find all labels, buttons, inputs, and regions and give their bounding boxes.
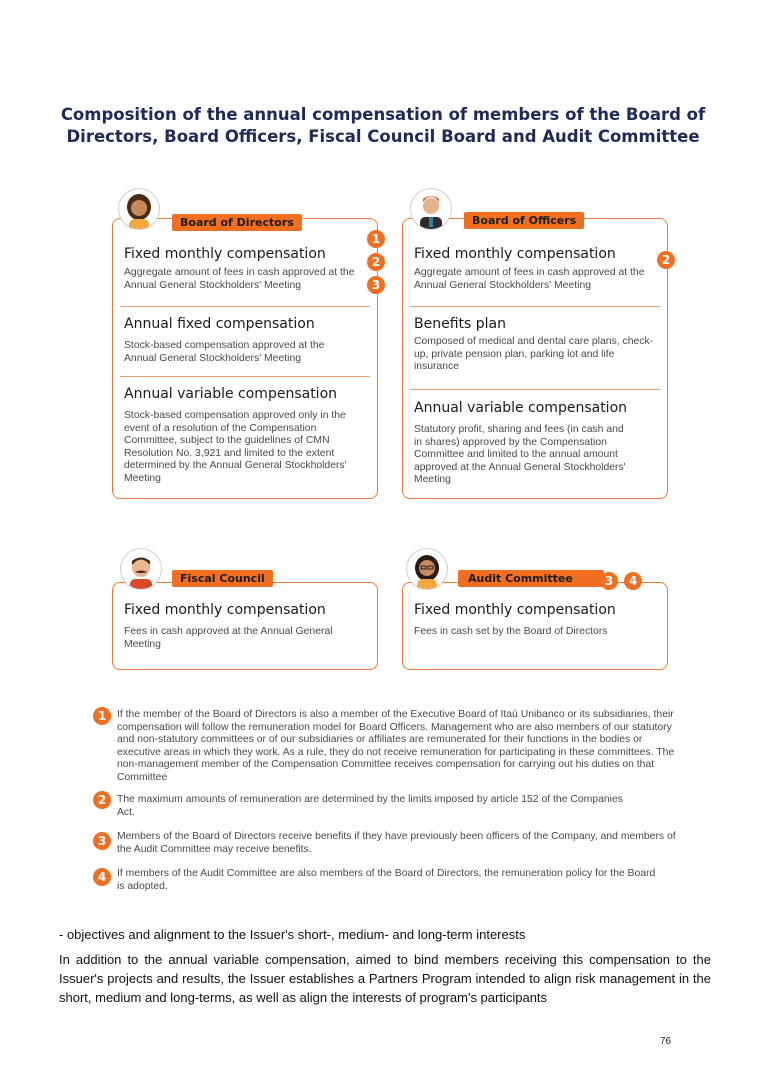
fc-s1-text: Fees in cash approved at the Annual General Meeting xyxy=(124,626,333,650)
bod-s1-title: Fixed monthly compensation xyxy=(124,246,326,262)
bod-s2-title: Annual fixed compensation xyxy=(124,316,315,332)
fc-s1-title: Fixed monthly compensation xyxy=(124,602,326,618)
divider xyxy=(120,306,370,307)
footnote-3-text: Members of the Board of Directors receive benefits if they have previously been officers of the Company, and members of the Audit Committee may receive benefits. xyxy=(117,831,676,855)
boo-s2-text: Composed of medical and dental care plans, check-up, private pension plan, parking lot and life insurance xyxy=(414,336,654,373)
boo-s3-title: Annual variable compensation xyxy=(414,400,628,416)
divider xyxy=(410,389,660,390)
bod-s2-text: Stock-based compensation approved at the Annual General Stockholders' Meeting xyxy=(124,340,325,364)
divider xyxy=(120,376,370,377)
body-objectives-line: - objectives and alignment to the Issuer's short-, medium- and long-term interests xyxy=(59,927,526,942)
fiscal-council-tag: Fiscal Council xyxy=(172,570,273,587)
badge-4: 4 xyxy=(624,572,642,590)
boo-s3-text: Statutory profit, sharing and fees (in cash and in shares) approved by the Compensation Committee and limited to the annual amount approved at the Annual General Stockholders' Meeting xyxy=(414,424,626,486)
bod-s3-title: Annual variable compensation xyxy=(124,386,338,402)
footnote-2-text: The maximum amounts of remuneration are determined by the limits imposed by article 152 of the Companies Act. xyxy=(117,794,623,818)
footnote-2-badge: 2 xyxy=(93,791,111,809)
board-of-officers-tag: Board of Officers xyxy=(464,212,584,229)
woman-avatar-icon xyxy=(118,188,160,230)
ac-s1-title: Fixed monthly compensation xyxy=(414,602,616,618)
page-number: 76 xyxy=(660,1036,672,1047)
footnote-4-text: If members of the Audit Committee are also members of the Board of Directors, the remuneration policy for the Board is adopted. xyxy=(117,868,656,892)
footnote-1-badge: 1 xyxy=(93,707,111,725)
footnote-3-badge: 3 xyxy=(93,832,111,850)
board-of-directors-tag: Board of Directors xyxy=(172,214,302,231)
footnote-1-text: If the member of the Board of Directors is also a member of the Executive Board of Itaú Unibanco or its subsidiaries, their compensation will follow the remuneration model for Board Officers. Management who are also members of our statutory and non-statutory committees or of our subsidiaries or affiliates are remunerated for their functions in the bodies or executive areas in which they work. As a rule, they do not receive remuneration for participating in these committees. The non-management member of the Compensation Committee receives compensation for carrying out his duties on that Committee xyxy=(117,709,675,783)
badge-3: 3 xyxy=(367,276,385,294)
badge-2: 2 xyxy=(657,251,675,269)
badge-2: 2 xyxy=(367,253,385,271)
ac-s1-text: Fees in cash set by the Board of Directors xyxy=(414,626,608,637)
divider xyxy=(410,306,660,307)
badge-1: 1 xyxy=(367,230,385,248)
badge-3: 3 xyxy=(600,572,618,590)
boo-s2-title: Benefits plan xyxy=(414,316,506,332)
boo-s1-title: Fixed monthly compensation xyxy=(414,246,616,262)
footnote-4-badge: 4 xyxy=(93,868,111,886)
page-title: Composition of the annual compensation of members of the Board of Directors, Board Officers, Fiscal Council Board and Audit Committee xyxy=(60,105,706,146)
man-mustache-avatar-icon xyxy=(120,548,162,590)
woman-glasses-avatar-icon xyxy=(406,548,448,590)
man-avatar-icon xyxy=(410,188,452,230)
bod-s3-text: Stock-based compensation approved only in the event of a resolution of the Compensation Committee, subject to the guidelines of CMN Resolution No. 3,921 and limited to the extent determined by the Annual General Stockholders' Meeting xyxy=(124,410,347,484)
audit-committee-tag: Audit Committee xyxy=(458,570,604,587)
body-paragraph: In addition to the annual variable compensation, aimed to bind members receiving this compensation to the Issuer's projects and results, the Issuer establishes a Partners Program intended to align risk management in the short, medium and long-terms, as well as align the interests of program's participants xyxy=(59,952,711,1005)
bod-s1-text: Aggregate amount of fees in cash approved at the Annual General Stockholders' Meeting xyxy=(124,267,355,291)
boo-s1-text: Aggregate amount of fees in cash approved at the Annual General Stockholders' Meeting xyxy=(414,267,645,291)
